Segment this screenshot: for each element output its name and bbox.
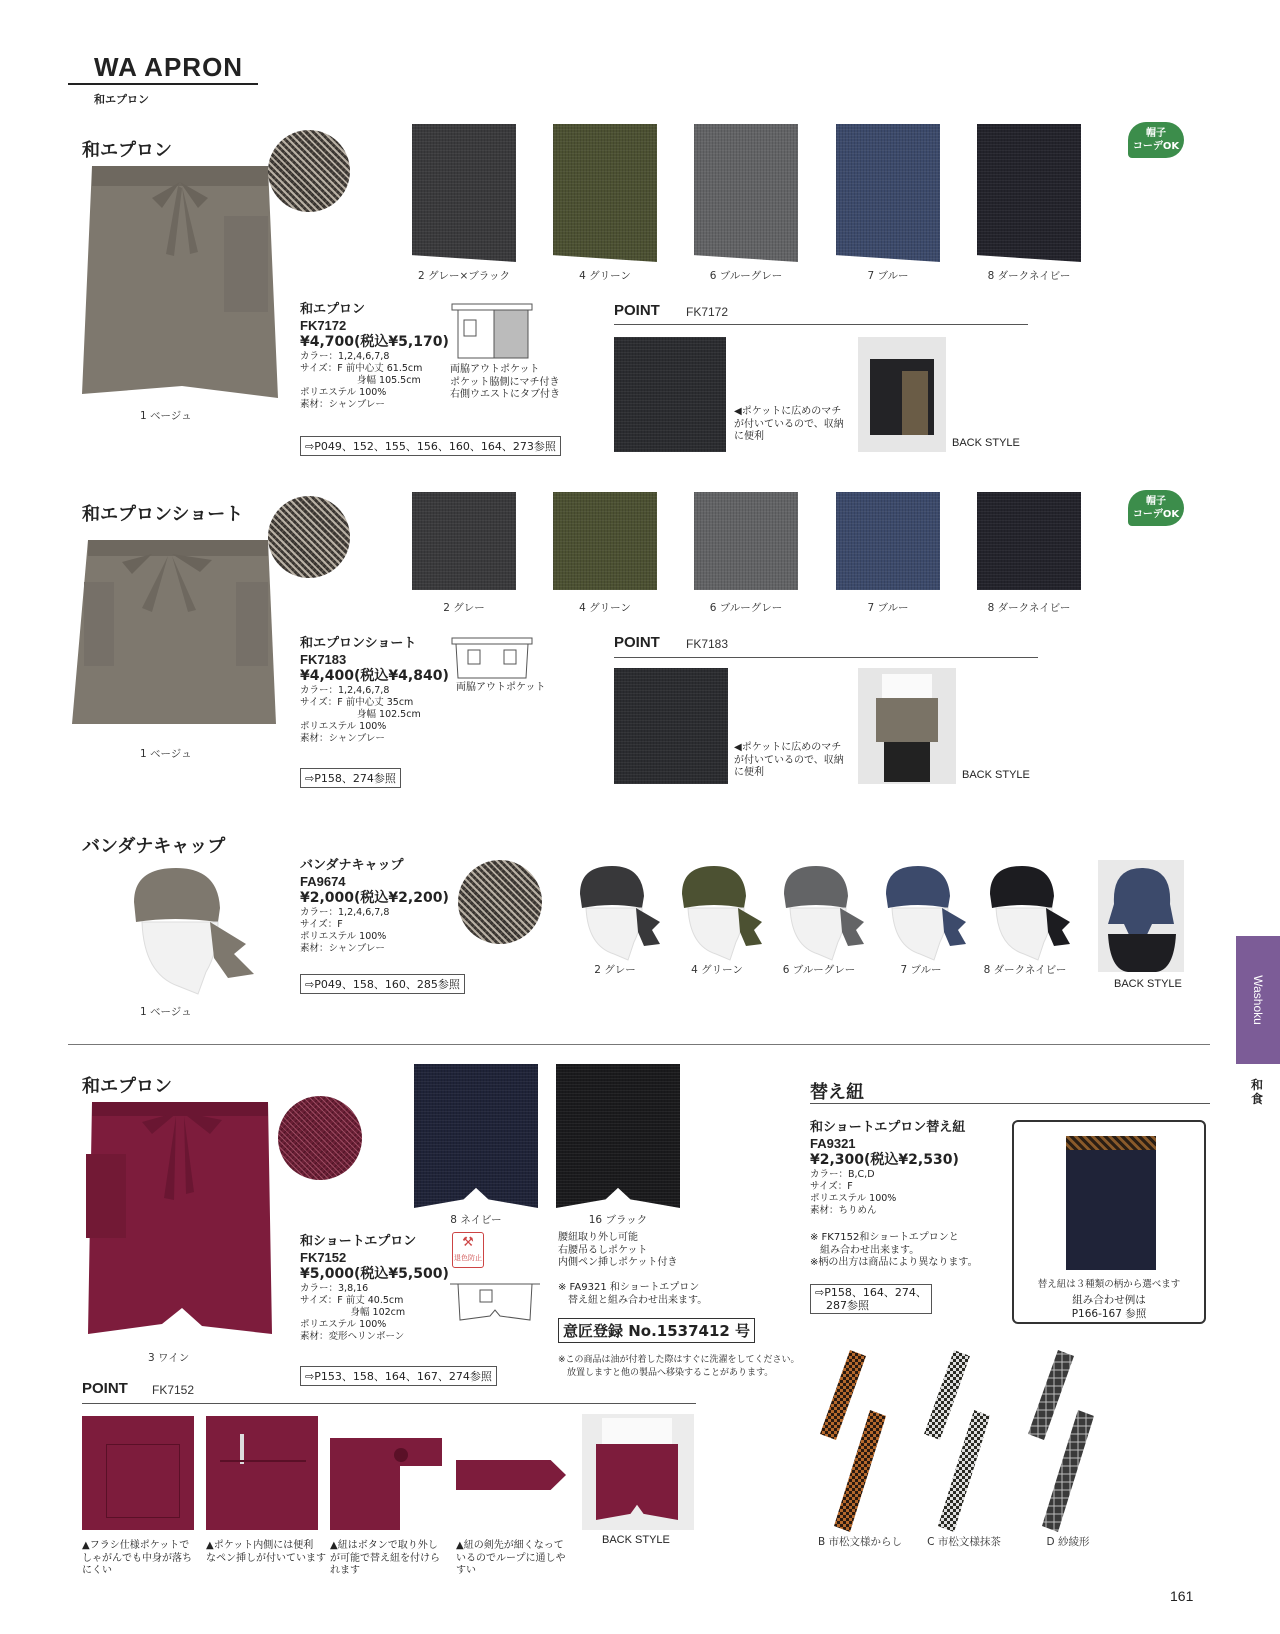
point-code: FK7172 — [686, 305, 729, 319]
spec-line: ポリエステル 100% — [300, 721, 387, 732]
spec-line: 素材：シャンブレー — [300, 733, 385, 744]
spec-line: ポリエステル 100% — [300, 1319, 387, 1330]
section-heading: バンダナキャップ — [82, 836, 226, 857]
spec-line: 身幅 105.5cm — [300, 375, 421, 386]
point-code: FK7183 — [686, 637, 729, 651]
variant-photo — [412, 492, 516, 590]
bandana-photo — [774, 864, 864, 964]
page-subtitle: 和エプロン — [94, 93, 149, 106]
spec-line: 素材：変形ヘリンボーン — [300, 1331, 405, 1342]
bandana-photo — [672, 864, 762, 964]
spec-line: サイズ：F 前丈 40.5cm — [300, 1295, 404, 1306]
pocket-detail-photo — [614, 668, 728, 784]
title-rule — [68, 83, 258, 85]
product-name: 和エプロン — [300, 302, 366, 317]
page-reference: ⇨P158、164、274、 287参照 — [810, 1284, 932, 1314]
fabric-swatch — [278, 1096, 362, 1180]
tie-caption: C 市松文様抹茶 — [927, 1536, 1001, 1548]
apron-diagram — [450, 302, 534, 360]
product-price: ¥4,400(税込¥4,840) — [300, 668, 449, 684]
product-name: 和ショートエプロン — [300, 1234, 417, 1249]
variant-caption: 2 グレー×ブラック — [417, 270, 511, 282]
point-rule — [614, 657, 1038, 658]
variant-caption: 4 グリーン — [579, 602, 631, 614]
point-code: FK7152 — [152, 1383, 195, 1397]
hat-coordinate-badge: 帽子 コーデOK — [1128, 122, 1184, 158]
spec-line: カラー：1,2,4,6,7,8 — [300, 685, 390, 696]
spec-line: ポリエステル 100% — [300, 931, 387, 942]
variant-photo — [553, 124, 657, 262]
point-note: ◀ポケットに広めのマチ が付いているので、収納 に便利 — [734, 406, 844, 442]
main-caption: 3 ワイン — [148, 1352, 190, 1364]
variant-caption: 6 ブルーグレー — [709, 602, 783, 614]
apron-photo-beige — [72, 532, 278, 732]
combo-notes: ※ FK7152和ショートエプロンと 組み合わせ出来ます。 ※柄の出方は商品により異なります。 — [810, 1232, 978, 1268]
point-rule — [82, 1403, 696, 1404]
variant-caption: 8 ネイビー — [450, 1214, 502, 1226]
variant-photo — [414, 1064, 538, 1208]
page-reference: ⇨P049、152、155、156、160、164、273参照 — [300, 436, 561, 456]
variant-caption: 7 ブルー — [867, 270, 909, 282]
back-style-photo — [582, 1414, 694, 1530]
spec-line: ポリエステル 100% — [300, 387, 387, 398]
page-reference: ⇨P158、274参照 — [300, 768, 401, 788]
variant-photo — [836, 124, 940, 262]
variant-caption: 6 ブルーグレー — [782, 964, 856, 976]
variant-caption: 8 ダークネイビー — [987, 602, 1071, 614]
side-tab-label: Washoku — [1251, 975, 1265, 1025]
oil-note: ※この商品は油が付着した際はすぐに洗濯をしてください。 放置しますと他の製品へ移染することがあります。 — [558, 1355, 800, 1378]
product-price: ¥2,300(税込¥2,530) — [810, 1152, 959, 1168]
side-tab — [1236, 936, 1280, 1064]
main-caption: 1 ベージュ — [140, 1006, 192, 1018]
apron-photo-navy — [1066, 1150, 1156, 1270]
product-price: ¥5,000(税込¥5,500) — [300, 1266, 449, 1282]
variant-caption: 7 ブルー — [900, 964, 942, 976]
spec-line: サイズ：F — [810, 1181, 853, 1192]
product-name: バンダナキャップ — [300, 858, 404, 873]
product-price: ¥2,000(税込¥2,200) — [300, 890, 449, 906]
point-rule — [614, 324, 1028, 325]
product-info — [810, 1120, 965, 1217]
detail-photo — [456, 1460, 566, 1490]
variant-caption: 2 グレー — [594, 964, 636, 976]
spec-line: ポリエステル 100% — [810, 1193, 897, 1204]
section-divider — [68, 1044, 1210, 1045]
variant-caption: 8 ダークネイビー — [987, 270, 1071, 282]
page-reference: ⇨P049、158、160、285参照 — [300, 974, 465, 994]
tie-photo — [914, 1350, 1014, 1532]
detail-photo — [82, 1416, 194, 1530]
variant-photo — [977, 492, 1081, 590]
back-style-label: BACK STYLE — [602, 1534, 670, 1546]
point-note: ◀ポケットに広めのマチ が付いているので、収納 に便利 — [734, 742, 844, 778]
spec-line: サイズ：F — [300, 919, 343, 930]
back-style-label: BACK STYLE — [952, 437, 1020, 449]
product-info — [300, 858, 449, 955]
spec-line: 素材：ちりめん — [810, 1205, 877, 1216]
product-code: FA9674 — [300, 874, 346, 889]
apron-diagram — [450, 1280, 540, 1324]
variant-photo — [553, 492, 657, 590]
variant-caption: 4 グリーン — [579, 270, 631, 282]
variant-caption: 16 ブラック — [588, 1214, 648, 1226]
back-style-photo — [858, 337, 946, 452]
bandana-photo-beige — [114, 862, 258, 1002]
detail-photo — [206, 1416, 318, 1530]
variant-caption: 7 ブルー — [867, 602, 909, 614]
box-ref: P166-167 参照 — [1071, 1308, 1147, 1320]
variant-photo — [977, 124, 1081, 262]
section-rule — [810, 1103, 1210, 1104]
variant-photo — [694, 124, 798, 262]
section-heading: 和エプロンショート — [82, 504, 244, 525]
point-caption: ▲紐はボタンで取り外し が可能で替え紐を付けら れます — [330, 1540, 440, 1576]
section-heading: 替え紐 — [810, 1082, 864, 1103]
variant-caption: 4 グリーン — [691, 964, 743, 976]
diagram-note: 両脇アウトポケット — [456, 682, 546, 693]
diagram-note: 両脇アウトポケット ポケット脇側にマチ付き 右側ウエストにタブ付き — [450, 364, 560, 400]
feature-list: 腰紐取り外し可能 右腰吊るしポケット 内側ペン挿しポケット付き — [558, 1232, 678, 1268]
combo-note: ※ FA9321 和ショートエプロン 替え紐と組み合わせ出来ます。 — [558, 1282, 708, 1306]
product-code: FK7183 — [300, 652, 347, 667]
product-code: FK7172 — [300, 318, 347, 333]
bandana-photo — [980, 864, 1070, 964]
spec-line: サイズ：F 前中心丈 35cm — [300, 697, 414, 708]
point-label: POINT — [614, 634, 660, 651]
variant-photo — [412, 124, 516, 262]
box-caption: 替え紐は３種類の柄から選べます — [1037, 1279, 1181, 1290]
apron-photo-wine — [82, 1098, 278, 1344]
spec-line: 身幅 102.5cm — [300, 709, 421, 720]
spec-line: サイズ：F 前中心丈 61.5cm — [300, 363, 423, 374]
spec-line: 素材：シャンブレー — [300, 399, 385, 410]
point-label: POINT — [614, 302, 660, 319]
bandana-photo — [570, 864, 660, 964]
spec-line: カラー：B,C,D — [810, 1169, 875, 1180]
variant-photo — [556, 1064, 680, 1208]
tie-photo — [810, 1350, 910, 1532]
spec-line: 身幅 102cm — [300, 1307, 406, 1318]
variant-photo — [694, 492, 798, 590]
tie-pattern — [1066, 1136, 1156, 1150]
spec-line: 素材：シャンブレー — [300, 943, 385, 954]
section-heading: 和エプロン — [82, 140, 172, 161]
main-caption: 1 ベージュ — [140, 410, 192, 422]
product-info — [300, 636, 449, 745]
back-style-photo — [858, 668, 956, 784]
point-caption: ▲ポケット内側には便利 なペン挿しが付いています — [206, 1540, 326, 1564]
product-code: FA9321 — [810, 1136, 856, 1151]
box-combo: 組み合わせ例は — [1072, 1294, 1146, 1306]
fabric-swatch — [268, 130, 350, 212]
fabric-swatch — [268, 496, 350, 578]
fabric-swatch — [458, 860, 542, 944]
variant-photo — [836, 492, 940, 590]
variant-caption: 6 ブルーグレー — [709, 270, 783, 282]
combination-example-box — [1012, 1120, 1206, 1324]
apron-photo-beige — [82, 158, 278, 410]
page-reference: ⇨P153、158、164、167、274参照 — [300, 1366, 497, 1386]
point-caption: ▲紐の剣先が細くなって いるのでループに通しや すい — [456, 1540, 566, 1576]
back-style-label: BACK STYLE — [1114, 978, 1182, 990]
product-info — [300, 1234, 449, 1343]
point-caption: ▲フラシ仕様ポケットで しゃがんでも中身が落ち にくい — [82, 1540, 192, 1576]
back-style-photo — [1098, 860, 1184, 972]
side-tab-jp: 和食 — [1250, 1078, 1263, 1106]
spec-line: カラー：1,2,4,6,7,8 — [300, 351, 390, 362]
design-registration: 意匠登録 No.1537412 号 — [558, 1318, 755, 1343]
page-number: 161 — [1170, 1588, 1194, 1604]
product-name: 和エプロンショート — [300, 636, 417, 651]
product-name: 和ショートエプロン替え紐 — [810, 1120, 966, 1135]
bandana-photo — [876, 864, 966, 964]
main-caption: 1 ベージュ — [140, 748, 192, 760]
apron-diagram — [450, 636, 534, 680]
page-title: WA APRON — [94, 52, 244, 82]
spec-line: カラー：1,2,4,6,7,8 — [300, 907, 390, 918]
product-code: FK7152 — [300, 1250, 347, 1265]
variant-caption: 8 ダークネイビー — [983, 964, 1067, 976]
variant-caption: 2 グレー — [443, 602, 485, 614]
tie-photo — [1018, 1350, 1118, 1532]
point-label: POINT — [82, 1380, 128, 1397]
pocket-detail-photo — [614, 337, 726, 452]
tie-caption: D 紗綾形 — [1046, 1536, 1090, 1548]
spec-line: カラー：3,8,16 — [300, 1283, 369, 1294]
product-price: ¥4,700(税込¥5,170) — [300, 334, 449, 350]
hat-coordinate-badge: 帽子 コーデOK — [1128, 490, 1184, 526]
detail-photo — [330, 1430, 442, 1530]
section-heading: 和エプロン — [82, 1076, 172, 1097]
tie-caption: B 市松文様からし — [817, 1536, 903, 1548]
fade-prevention-icon: ⚒ 退色防止 — [452, 1232, 484, 1268]
back-style-label: BACK STYLE — [962, 769, 1030, 781]
product-info — [300, 302, 449, 411]
